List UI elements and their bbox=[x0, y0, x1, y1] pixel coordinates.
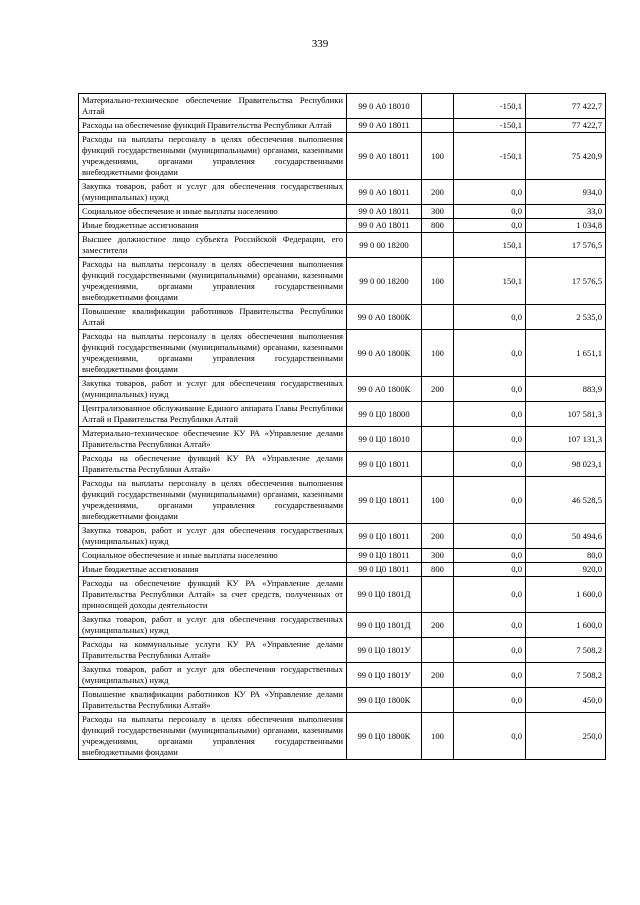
row-total-cell: 98 023,1 bbox=[526, 452, 606, 477]
row-expense-type-cell: 100 bbox=[422, 330, 454, 377]
row-change-cell: 0,0 bbox=[454, 427, 526, 452]
row-name-cell: Расходы на выплаты персоналу в целях обеспечения выполнения функций государственными (муниципальными) органами, казенными учреждениями, органами управления государственными внебюджетными фондами bbox=[79, 713, 347, 760]
row-expense-type-cell bbox=[422, 688, 454, 713]
row-change-cell: 0,0 bbox=[454, 305, 526, 330]
row-change-cell: 0,0 bbox=[454, 377, 526, 402]
table-row bbox=[79, 549, 606, 563]
row-expense-type-cell bbox=[422, 577, 454, 613]
row-change-cell: 0,0 bbox=[454, 549, 526, 563]
row-total-cell: 77 422,7 bbox=[526, 119, 606, 133]
page-number: 339 bbox=[311, 38, 329, 50]
row-change-cell: -150,1 bbox=[454, 133, 526, 180]
row-total-cell: 33,0 bbox=[526, 205, 606, 219]
row-expense-type-cell bbox=[422, 402, 454, 427]
row-change-cell: 0,0 bbox=[454, 402, 526, 427]
table-row bbox=[79, 377, 606, 402]
table-row bbox=[79, 563, 606, 577]
row-change-cell: 150,1 bbox=[454, 258, 526, 305]
table-row bbox=[79, 577, 606, 613]
row-name-cell: Закупка товаров, работ и услуг для обеспечения государственных (муниципальных) нужд bbox=[79, 377, 347, 402]
row-name-cell: Повышение квалификации работников Правительства Республики Алтай bbox=[79, 305, 347, 330]
row-change-cell: 0,0 bbox=[454, 180, 526, 205]
row-total-cell: 17 576,5 bbox=[526, 233, 606, 258]
table-row bbox=[79, 613, 606, 638]
row-name-cell: Закупка товаров, работ и услуг для обеспечения государственных (муниципальных) нужд bbox=[79, 524, 347, 549]
table-row bbox=[79, 94, 606, 119]
row-change-cell: -150,1 bbox=[454, 94, 526, 119]
row-code-cell: 99 0 Ц0 1801У bbox=[347, 663, 422, 688]
row-expense-type-cell bbox=[422, 233, 454, 258]
row-change-cell: 150,1 bbox=[454, 233, 526, 258]
row-code-cell: 99 0 А0 18011 bbox=[347, 119, 422, 133]
row-code-cell: 99 0 Ц0 1801Д bbox=[347, 577, 422, 613]
table-row bbox=[79, 427, 606, 452]
row-expense-type-cell: 100 bbox=[422, 258, 454, 305]
table-row bbox=[79, 663, 606, 688]
row-expense-type-cell bbox=[422, 94, 454, 119]
row-total-cell: 934,0 bbox=[526, 180, 606, 205]
row-change-cell: 0,0 bbox=[454, 577, 526, 613]
row-expense-type-cell: 100 bbox=[422, 477, 454, 524]
row-name-cell: Повышение квалификации работников КУ РА «Управление делами Правительства Республики Алтай» bbox=[79, 688, 347, 713]
row-expense-type-cell: 200 bbox=[422, 377, 454, 402]
row-code-cell: 99 0 Ц0 18011 bbox=[347, 563, 422, 577]
row-name-cell: Расходы на обеспечение функций КУ РА «Управление делами Правительства Республики Алтай» за счет средств, полученных от приносящей доходы деятельности bbox=[79, 577, 347, 613]
row-change-cell: 0,0 bbox=[454, 330, 526, 377]
row-expense-type-cell: 200 bbox=[422, 180, 454, 205]
row-expense-type-cell bbox=[422, 119, 454, 133]
row-total-cell: 1 034,8 bbox=[526, 219, 606, 233]
row-change-cell: 0,0 bbox=[454, 524, 526, 549]
row-total-cell: 80,0 bbox=[526, 549, 606, 563]
row-name-cell: Материально-техническое обеспечение КУ РА «Управление делами Правительства Республики Алтай» bbox=[79, 427, 347, 452]
row-change-cell: 0,0 bbox=[454, 477, 526, 524]
row-change-cell: -150,1 bbox=[454, 119, 526, 133]
row-total-cell: 2 535,0 bbox=[526, 305, 606, 330]
row-code-cell: 99 0 Ц0 1801Д bbox=[347, 613, 422, 638]
row-expense-type-cell: 200 bbox=[422, 524, 454, 549]
row-code-cell: 99 0 Ц0 18011 bbox=[347, 524, 422, 549]
table-row bbox=[79, 688, 606, 713]
row-change-cell: 0,0 bbox=[454, 205, 526, 219]
row-name-cell: Высшее должностное лицо субъекта Российской Федерации, его заместители bbox=[79, 233, 347, 258]
row-name-cell: Закупка товаров, работ и услуг для обеспечения государственных (муниципальных) нужд bbox=[79, 663, 347, 688]
row-total-cell: 7 508,2 bbox=[526, 663, 606, 688]
row-total-cell: 883,9 bbox=[526, 377, 606, 402]
row-code-cell: 99 0 Ц0 18010 bbox=[347, 427, 422, 452]
row-code-cell: 99 0 Ц0 18011 bbox=[347, 477, 422, 524]
table-row bbox=[79, 713, 606, 760]
row-expense-type-cell bbox=[422, 427, 454, 452]
row-code-cell: 99 0 Ц0 1800К bbox=[347, 713, 422, 760]
row-expense-type-cell bbox=[422, 305, 454, 330]
row-code-cell: 99 0 А0 18010 bbox=[347, 94, 422, 119]
row-change-cell: 0,0 bbox=[454, 713, 526, 760]
row-code-cell: 99 0 Ц0 1800К bbox=[347, 688, 422, 713]
row-total-cell: 1 651,1 bbox=[526, 330, 606, 377]
row-code-cell: 99 0 Ц0 18011 bbox=[347, 549, 422, 563]
row-total-cell: 107 131,3 bbox=[526, 427, 606, 452]
table-row bbox=[79, 477, 606, 524]
table-row bbox=[79, 638, 606, 663]
row-name-cell: Расходы на коммунальные услуги КУ РА «Управление делами Правительства Республики Алтай» bbox=[79, 638, 347, 663]
row-name-cell: Иные бюджетные ассигнования bbox=[79, 563, 347, 577]
row-change-cell: 0,0 bbox=[454, 663, 526, 688]
row-name-cell: Расходы на выплаты персоналу в целях обеспечения выполнения функций государственными (муниципальными) органами, казенными учреждениями, органами управления государственными внебюджетными фондами bbox=[79, 258, 347, 305]
table-row bbox=[79, 524, 606, 549]
table-row bbox=[79, 258, 606, 305]
table-row bbox=[79, 180, 606, 205]
row-name-cell: Расходы на выплаты персоналу в целях обеспечения выполнения функций государственными (муниципальными) органами, казенными учреждениями, органами управления государственными внебюджетными фондами bbox=[79, 133, 347, 180]
row-name-cell: Материально-техническое обеспечение Правительства Республики Алтай bbox=[79, 94, 347, 119]
row-code-cell: 99 0 Ц0 18000 bbox=[347, 402, 422, 427]
row-expense-type-cell: 800 bbox=[422, 563, 454, 577]
row-code-cell: 99 0 А0 18011 bbox=[347, 133, 422, 180]
table-row bbox=[79, 233, 606, 258]
row-expense-type-cell: 300 bbox=[422, 549, 454, 563]
row-expense-type-cell bbox=[422, 452, 454, 477]
row-code-cell: 99 0 А0 1800К bbox=[347, 377, 422, 402]
row-expense-type-cell: 800 bbox=[422, 219, 454, 233]
row-change-cell: 0,0 bbox=[454, 613, 526, 638]
table-row bbox=[79, 205, 606, 219]
row-code-cell: 99 0 А0 18011 bbox=[347, 180, 422, 205]
row-name-cell: Расходы на выплаты персоналу в целях обеспечения выполнения функций государственными (муниципальными) органами, казенными учреждениями, органами управления государственными внебюджетными фондами bbox=[79, 330, 347, 377]
table-row bbox=[79, 133, 606, 180]
row-change-cell: 0,0 bbox=[454, 219, 526, 233]
row-name-cell: Социальное обеспечение и иные выплаты населению bbox=[79, 205, 347, 219]
row-total-cell: 1 600,0 bbox=[526, 613, 606, 638]
row-code-cell: 99 0 А0 18011 bbox=[347, 219, 422, 233]
table-row bbox=[79, 305, 606, 330]
row-change-cell: 0,0 bbox=[454, 452, 526, 477]
row-name-cell: Централизованное обслуживание Единого аппарата Главы Республики Алтай и Правительства Республики Алтай bbox=[79, 402, 347, 427]
row-total-cell: 250,0 bbox=[526, 713, 606, 760]
row-code-cell: 99 0 00 18200 bbox=[347, 258, 422, 305]
row-name-cell: Расходы на выплаты персоналу в целях обеспечения выполнения функций государственными (муниципальными) органами, казенными учреждениями, органами управления государственными внебюджетными фондами bbox=[79, 477, 347, 524]
row-code-cell: 99 0 Ц0 18011 bbox=[347, 452, 422, 477]
row-change-cell: 0,0 bbox=[454, 638, 526, 663]
row-expense-type-cell: 200 bbox=[422, 613, 454, 638]
row-code-cell: 99 0 Ц0 1801У bbox=[347, 638, 422, 663]
row-expense-type-cell: 200 bbox=[422, 663, 454, 688]
row-total-cell: 7 508,2 bbox=[526, 638, 606, 663]
row-total-cell: 75 420,9 bbox=[526, 133, 606, 180]
table-row bbox=[79, 219, 606, 233]
row-name-cell: Иные бюджетные ассигнования bbox=[79, 219, 347, 233]
row-total-cell: 107 581,3 bbox=[526, 402, 606, 427]
row-name-cell: Социальное обеспечение и иные выплаты населению bbox=[79, 549, 347, 563]
row-code-cell: 99 0 А0 1800К bbox=[347, 330, 422, 377]
budget-table bbox=[78, 93, 606, 760]
row-total-cell: 450,0 bbox=[526, 688, 606, 713]
row-code-cell: 99 0 А0 18011 bbox=[347, 205, 422, 219]
row-change-cell: 0,0 bbox=[454, 688, 526, 713]
row-expense-type-cell: 300 bbox=[422, 205, 454, 219]
row-expense-type-cell: 100 bbox=[422, 713, 454, 760]
row-total-cell: 50 494,6 bbox=[526, 524, 606, 549]
row-name-cell: Закупка товаров, работ и услуг для обеспечения государственных (муниципальных) нужд bbox=[79, 180, 347, 205]
row-expense-type-cell: 100 bbox=[422, 133, 454, 180]
table-row bbox=[79, 402, 606, 427]
row-change-cell: 0,0 bbox=[454, 563, 526, 577]
row-total-cell: 77 422,7 bbox=[526, 94, 606, 119]
row-name-cell: Закупка товаров, работ и услуг для обеспечения государственных (муниципальных) нужд bbox=[79, 613, 347, 638]
table-row bbox=[79, 330, 606, 377]
row-total-cell: 46 528,5 bbox=[526, 477, 606, 524]
row-total-cell: 920,0 bbox=[526, 563, 606, 577]
row-expense-type-cell bbox=[422, 638, 454, 663]
row-total-cell: 1 600,0 bbox=[526, 577, 606, 613]
row-code-cell: 99 0 А0 1800К bbox=[347, 305, 422, 330]
row-name-cell: Расходы на обеспечение функций Правительства Республики Алтай bbox=[79, 119, 347, 133]
budget-table-body bbox=[79, 94, 606, 760]
row-name-cell: Расходы на обеспечение функций КУ РА «Управление делами Правительства Республики Алтай» bbox=[79, 452, 347, 477]
table-row bbox=[79, 452, 606, 477]
table-row bbox=[79, 119, 606, 133]
row-code-cell: 99 0 00 18200 bbox=[347, 233, 422, 258]
row-total-cell: 17 576,5 bbox=[526, 258, 606, 305]
